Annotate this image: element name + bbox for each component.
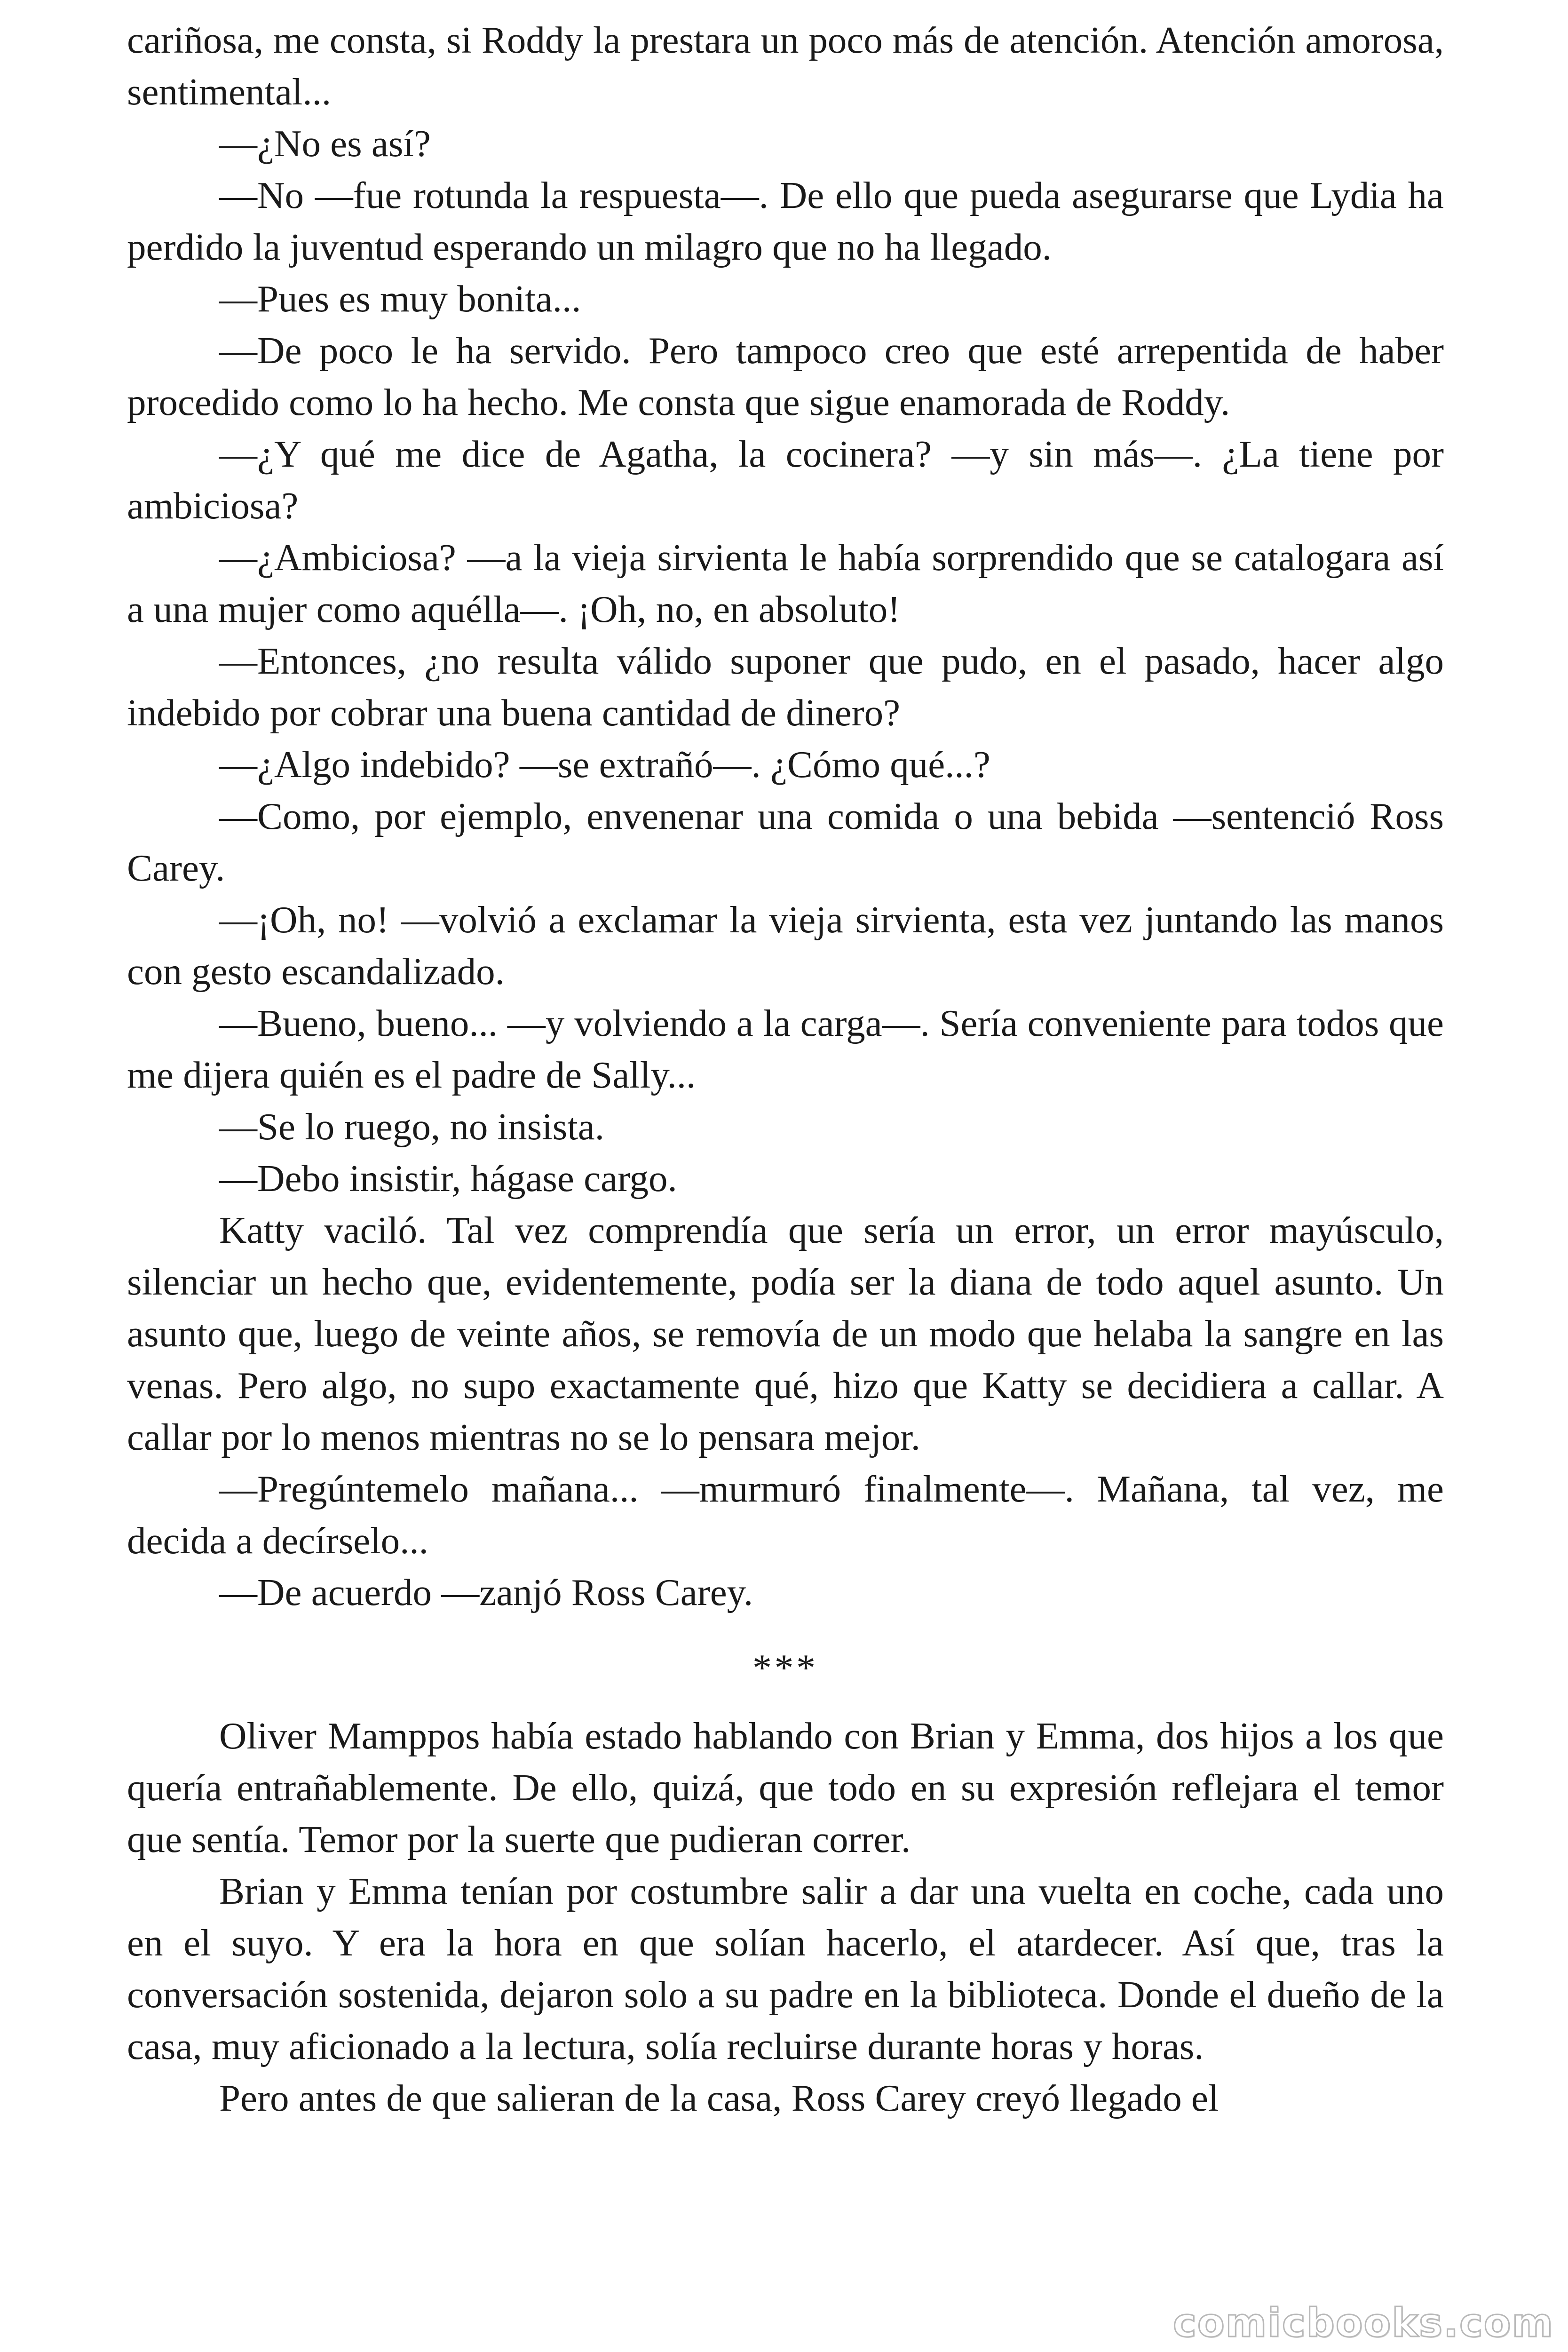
- dialogue-line: —Debo insistir, hágase cargo.: [219, 1157, 677, 1200]
- dialogue-line: —¿Ambiciosa? —a la vieja sirvienta le había sorprendido que se catalogara así a una mujer como aquélla—. ¡Oh, no, en absoluto!: [127, 536, 1444, 630]
- dialogue-line: —¿Algo indebido? —se extrañó—. ¿Cómo qué...?: [219, 743, 990, 786]
- dialogue-line: —Pregúntemelo mañana... —murmuró finalmente—. Mañana, tal vez, me decida a decírselo...: [127, 1468, 1444, 1562]
- narrative-paragraph: Oliver Mamppos había estado hablando con Brian y Emma, dos hijos a los que quería entrañablemente. De ello, quizá, que todo en su expresión reflejara el temor que sentía. Temor por la suerte que pudieran correr.: [127, 1715, 1444, 1860]
- watermark-logo: comicbooks.com: [1173, 2300, 1554, 2346]
- book-page: [127, 14, 1444, 2319]
- dialogue-line: —De poco le ha servido. Pero tampoco creo que esté arrepentida de haber procedido como lo ha hecho. Me consta que sigue enamorada de Roddy.: [127, 329, 1444, 423]
- narrative-paragraph: Katty vaciló. Tal vez comprendía que sería un error, un error mayúsculo, silenciar un hecho que, evidentemente, podía ser la diana de todo aquel asunto. Un asunto que, luego de veinte años, se removía de un modo que helaba la sangre en las venas. Pero algo, no supo exactamente qué, hizo que Katty se decidiera a callar. A callar por lo menos mientras no se lo pensara mejor.: [127, 1209, 1444, 1458]
- dialogue-line: —¿No es así?: [219, 122, 431, 165]
- dialogue-line: —Bueno, bueno... —y volviendo a la carga—. Sería conveniente para todos que me dijera quién es el padre de Sally...: [127, 1002, 1444, 1096]
- narrative-paragraph: Pero antes de que salieran de la casa, Ross Carey creyó llegado el: [219, 2077, 1219, 2119]
- section-separator: ***: [752, 1646, 818, 1689]
- narrative-paragraph: Brian y Emma tenían por costumbre salir a dar una vuelta en coche, cada uno en el suyo. Y era la hora en que solían hacerlo, el atardecer. Así que, tras la conversación sostenida, dejaron solo a su padre en la biblioteca. Donde el dueño de la casa, muy aficionado a la lectura, solía recluirse durante horas y horas.: [127, 1870, 1444, 2067]
- paragraph-continuation: cariñosa, me consta, si Roddy la prestara un poco más de atención. Atención amorosa, sentimental...: [127, 19, 1444, 113]
- dialogue-line: —¡Oh, no! —volvió a exclamar la vieja sirvienta, esta vez juntando las manos con gesto escandalizado.: [127, 898, 1444, 993]
- dialogue-line: —Pues es muy bonita...: [219, 278, 581, 320]
- dialogue-line: —No —fue rotunda la respuesta—. De ello que pueda asegurarse que Lydia ha perdido la juventud esperando un milagro que no ha llegado.: [127, 174, 1444, 268]
- dialogue-line: —Entonces, ¿no resulta válido suponer que pudo, en el pasado, hacer algo indebido por cobrar una buena cantidad de dinero?: [127, 640, 1444, 734]
- dialogue-line: —Se lo ruego, no insista.: [219, 1105, 604, 1148]
- dialogue-line: —De acuerdo —zanjó Ross Carey.: [219, 1571, 753, 1613]
- dialogue-line: —¿Y qué me dice de Agatha, la cocinera? —y sin más—. ¿La tiene por ambiciosa?: [127, 433, 1444, 527]
- dialogue-line: —Como, por ejemplo, envenenar una comida o una bebida —sentenció Ross Carey.: [127, 795, 1444, 889]
